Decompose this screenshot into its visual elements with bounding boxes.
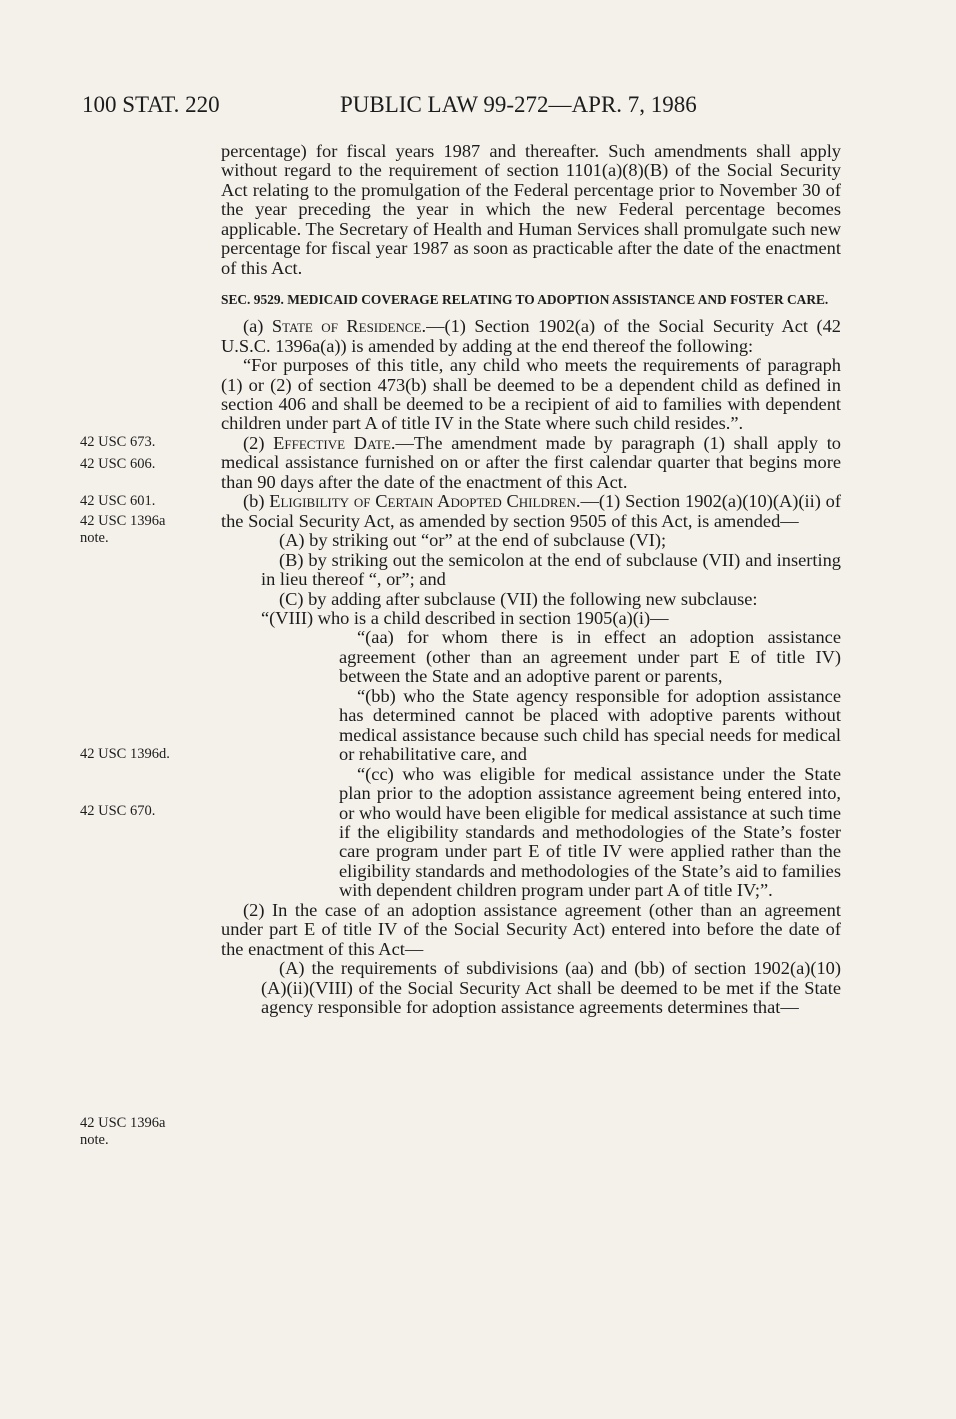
margin-note: 42 USC 601. xyxy=(80,493,156,509)
subdivision-bb: “(bb) who the State agency responsible for adoption assistance has determined cannot be placed with adoptive parents without medical assistance because such child has special needs for medical or rehabilitative care, and xyxy=(339,685,841,765)
subdivision-cc: “(cc) who was eligible for medical assistance under the State plan prior to the adoption assistance agreement being entered into, or who would have been eligible for medical assistance at such time if the eligibility standards and methodologies of the State’s foster care program under part E of title IV were applied rather than the eligibility standards and methodologies of the State’s aid to families with dependent children program under part A of title IV;”. xyxy=(339,763,841,901)
paragraph-b-2-a: (A) the requirements of subdivisions (aa) and (bb) of section 1902(a)(10)(A)(ii)(VIII) of the Social Security Act shall be deemed to be met if the State agency responsible for adoption assistance agreements determines that— xyxy=(261,958,841,1018)
subsection-a-2: (2) Effective Date.—The amendment made by paragraph (1) shall apply to medical assistance furnished on or after the first calendar quarter that begins more than 90 days after the date of the enactment of this Act. xyxy=(221,432,841,492)
section-heading: SEC. 9529. MEDICAID COVERAGE RELATING TO ADOPTION ASSISTANCE AND FOSTER CARE. xyxy=(221,292,829,308)
margin-note: note. xyxy=(80,530,109,546)
paragraph-b-2: (2) In the case of an adoption assistance agreement (other than an agreement under part E of title IV of the Social Security Act) entered into before the date of the enactment of this Act— xyxy=(221,899,841,959)
margin-note: note. xyxy=(80,1132,109,1148)
law-title: PUBLIC LAW 99-272—APR. 7, 1986 xyxy=(340,92,697,117)
body-text xyxy=(221,142,841,1017)
subsection-a: (a) State of Residence.—(1) Section 1902(a) of the Social Security Act (42 U.S.C. 1396a(a)) is amended by adding at the end thereof the following: xyxy=(221,316,841,356)
intro-paragraph: percentage) for fiscal years 1987 and thereafter. Such amendments shall apply without regard to the requirement of section 1101(a)(8)(B) of the Social Security Act relating to the promulgation of the Federal percentage prior to November 30 of the year preceding the year in which the new Federal percentage becomes applicable. The Secretary of Health and Human Services shall promulgate such new percentage for fiscal year 1987 as soon as practicable after the date of the enactment of this Act. xyxy=(221,141,841,278)
clause-a: (A) by striking out “or” at the end of subclause (VI); xyxy=(279,530,667,551)
margin-note: 42 USC 606. xyxy=(80,456,156,472)
subdivision-aa: “(aa) for whom there is in effect an adoption assistance agreement (other than an agreement under part E of title IV) between the State and an adoptive parent or parents, xyxy=(339,627,841,687)
stat-reference: 100 STAT. 220 xyxy=(82,92,220,117)
margin-note: 42 USC 1396a xyxy=(80,1115,166,1131)
subclause-viii: “(VIII) who is a child described in section 1905(a)(i)— xyxy=(261,607,669,628)
subsection-b: (b) Eligibility of Certain Adopted Children.—(1) Section 1902(a)(10)(A)(ii) of the Social Security Act, as amended by section 9505 of this Act, is amended— xyxy=(221,491,841,531)
clause-b: (B) by striking out the semicolon at the end of subclause (VII) and inserting in lieu thereof “, or”; and xyxy=(261,549,841,590)
quoted-text: “For purposes of this title, any child who meets the requirements of paragraph (1) or (2) of section 473(b) shall be deemed to be a dependent child as defined in section 406 and shall be deemed to be a recipient of aid to families with dependent children under part A of title IV in the State where such child resides.”. xyxy=(221,355,841,434)
margin-note: 42 USC 670. xyxy=(80,803,156,819)
margin-note: 42 USC 1396a xyxy=(80,513,166,529)
margin-note: 42 USC 1396d. xyxy=(80,746,170,762)
margin-note: 42 USC 673. xyxy=(80,434,156,450)
clause-c: (C) by adding after subclause (VII) the following new subclause: xyxy=(279,588,758,609)
